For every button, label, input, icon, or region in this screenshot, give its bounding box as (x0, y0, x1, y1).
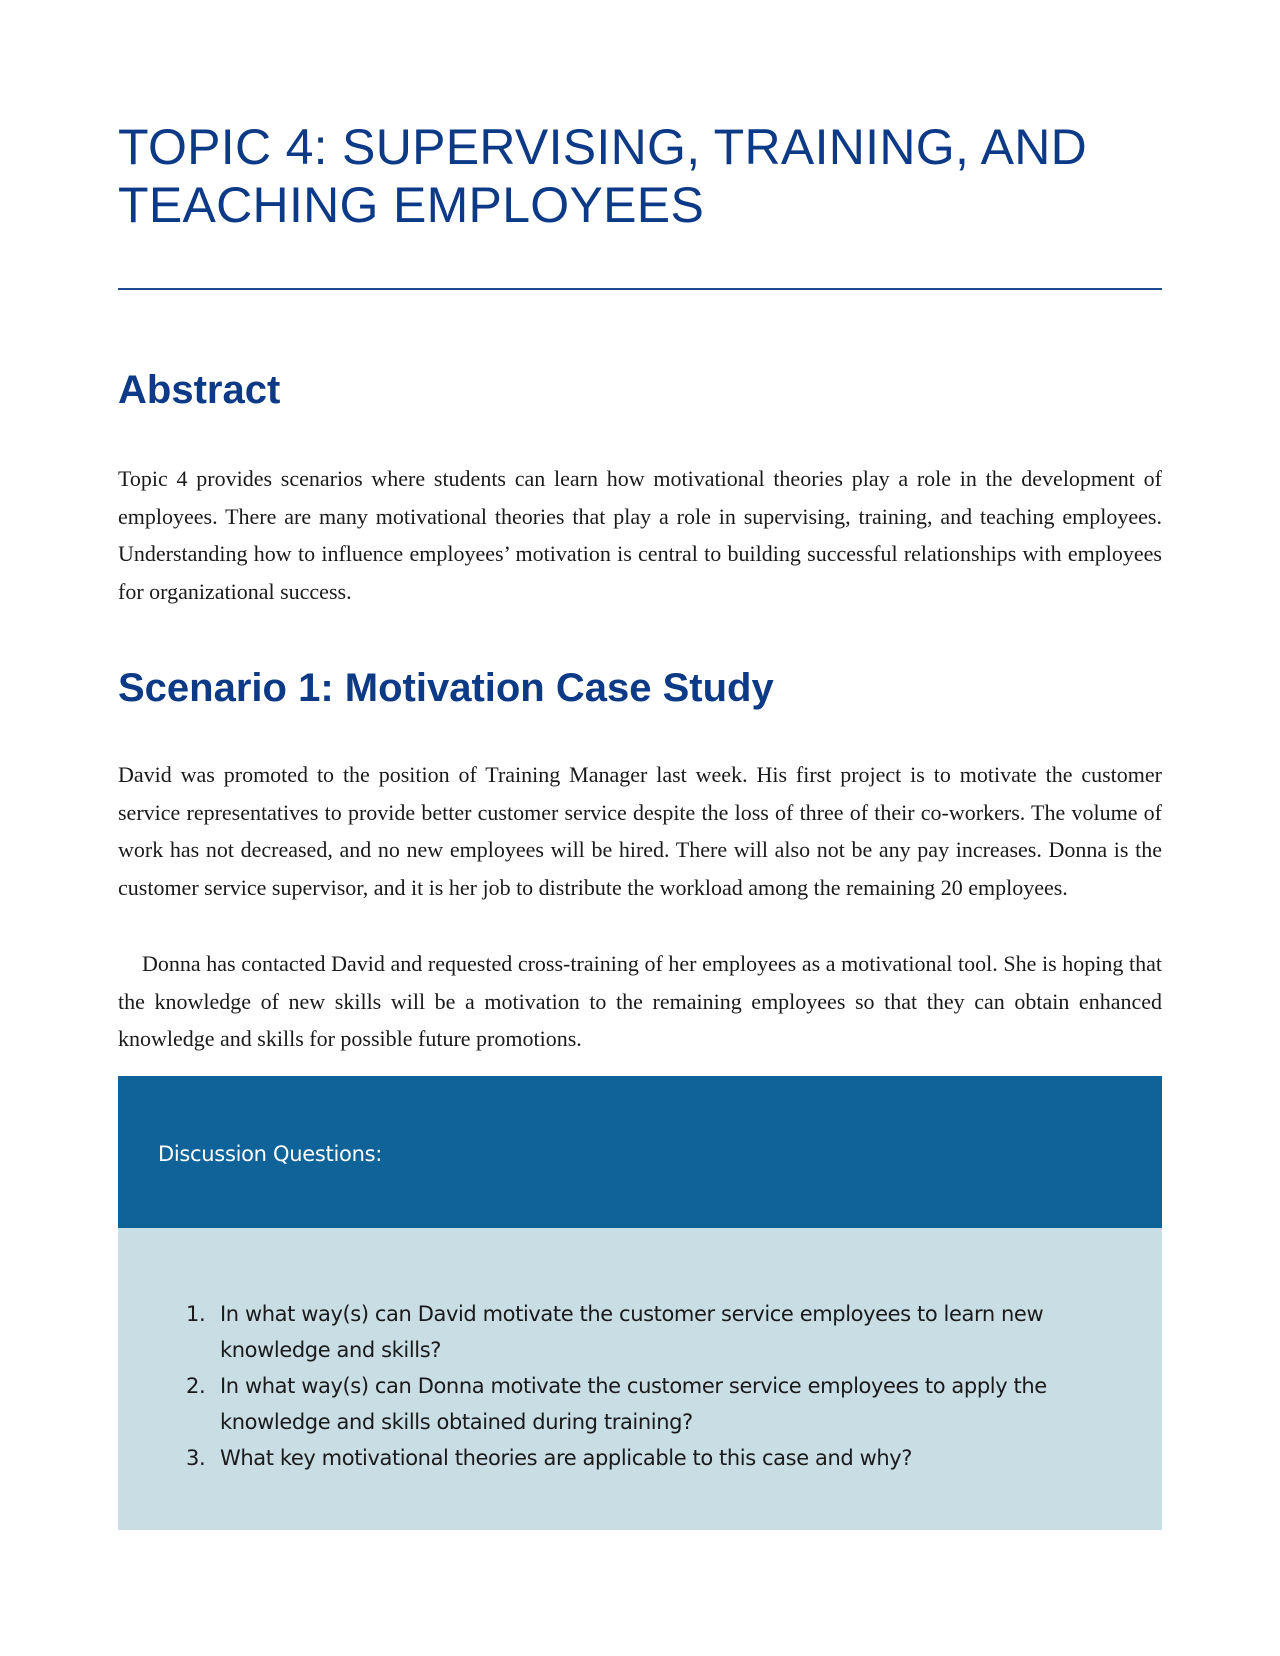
question-text: In what way(s) can David motivate the customer service employees to learn new knowledge and skills? (220, 1302, 1044, 1362)
discussion-question (186, 1296, 1126, 1368)
question-number: 2. (186, 1374, 206, 1398)
scenario-paragraph: David was promoted to the position of Training Manager last week. His first project is to motivate the customer service representatives to provide better customer service despite the loss of three of their co-workers. The volume of work has not decreased, and no new employees will be hired. There will also not be any pay increases. Donna is the customer service supervisor, and it is her job to distribute the workload among the remaining 20 employees. (118, 762, 1162, 900)
discussion-question (186, 1368, 1126, 1440)
question-text: What key motivational theories are applicable to this case and why? (220, 1446, 913, 1470)
discussion-question (186, 1440, 1126, 1476)
question-text: In what way(s) can Donna motivate the customer service employees to apply the knowledge and skills obtained during training? (220, 1374, 1047, 1434)
question-number: 3. (186, 1446, 206, 1470)
discussion-heading: Discussion Questions: (158, 1142, 382, 1166)
question-number: 1. (186, 1302, 206, 1326)
scenario-heading: Scenario 1: Motivation Case Study (118, 666, 774, 710)
abstract-heading: Abstract (118, 368, 281, 412)
discussion-box-body (118, 1228, 1162, 1530)
discussion-question-list (186, 1296, 1126, 1476)
title-divider (118, 288, 1162, 290)
scenario-paragraph: Donna has contacted David and requested cross-training of her employees as a motivational tool. She is hoping that the knowledge of new skills will be a motivation to the remaining employees so that they can obtain enhanced knowledge and skills for possible future promotions. (118, 951, 1162, 1051)
document-title: TOPIC 4: SUPERVISING, TRAINING, AND TEACHING EMPLOYEES (118, 119, 1088, 233)
abstract-text: Topic 4 provides scenarios where students can learn how motivational theories play a role in the development of employees. There are many motivational theories that play a role in supervising, training, and teaching employees. Understanding how to influence employees’ motivation is central to building successful relationships with employees for organizational success. (118, 466, 1162, 604)
discussion-box-header (118, 1076, 1162, 1228)
